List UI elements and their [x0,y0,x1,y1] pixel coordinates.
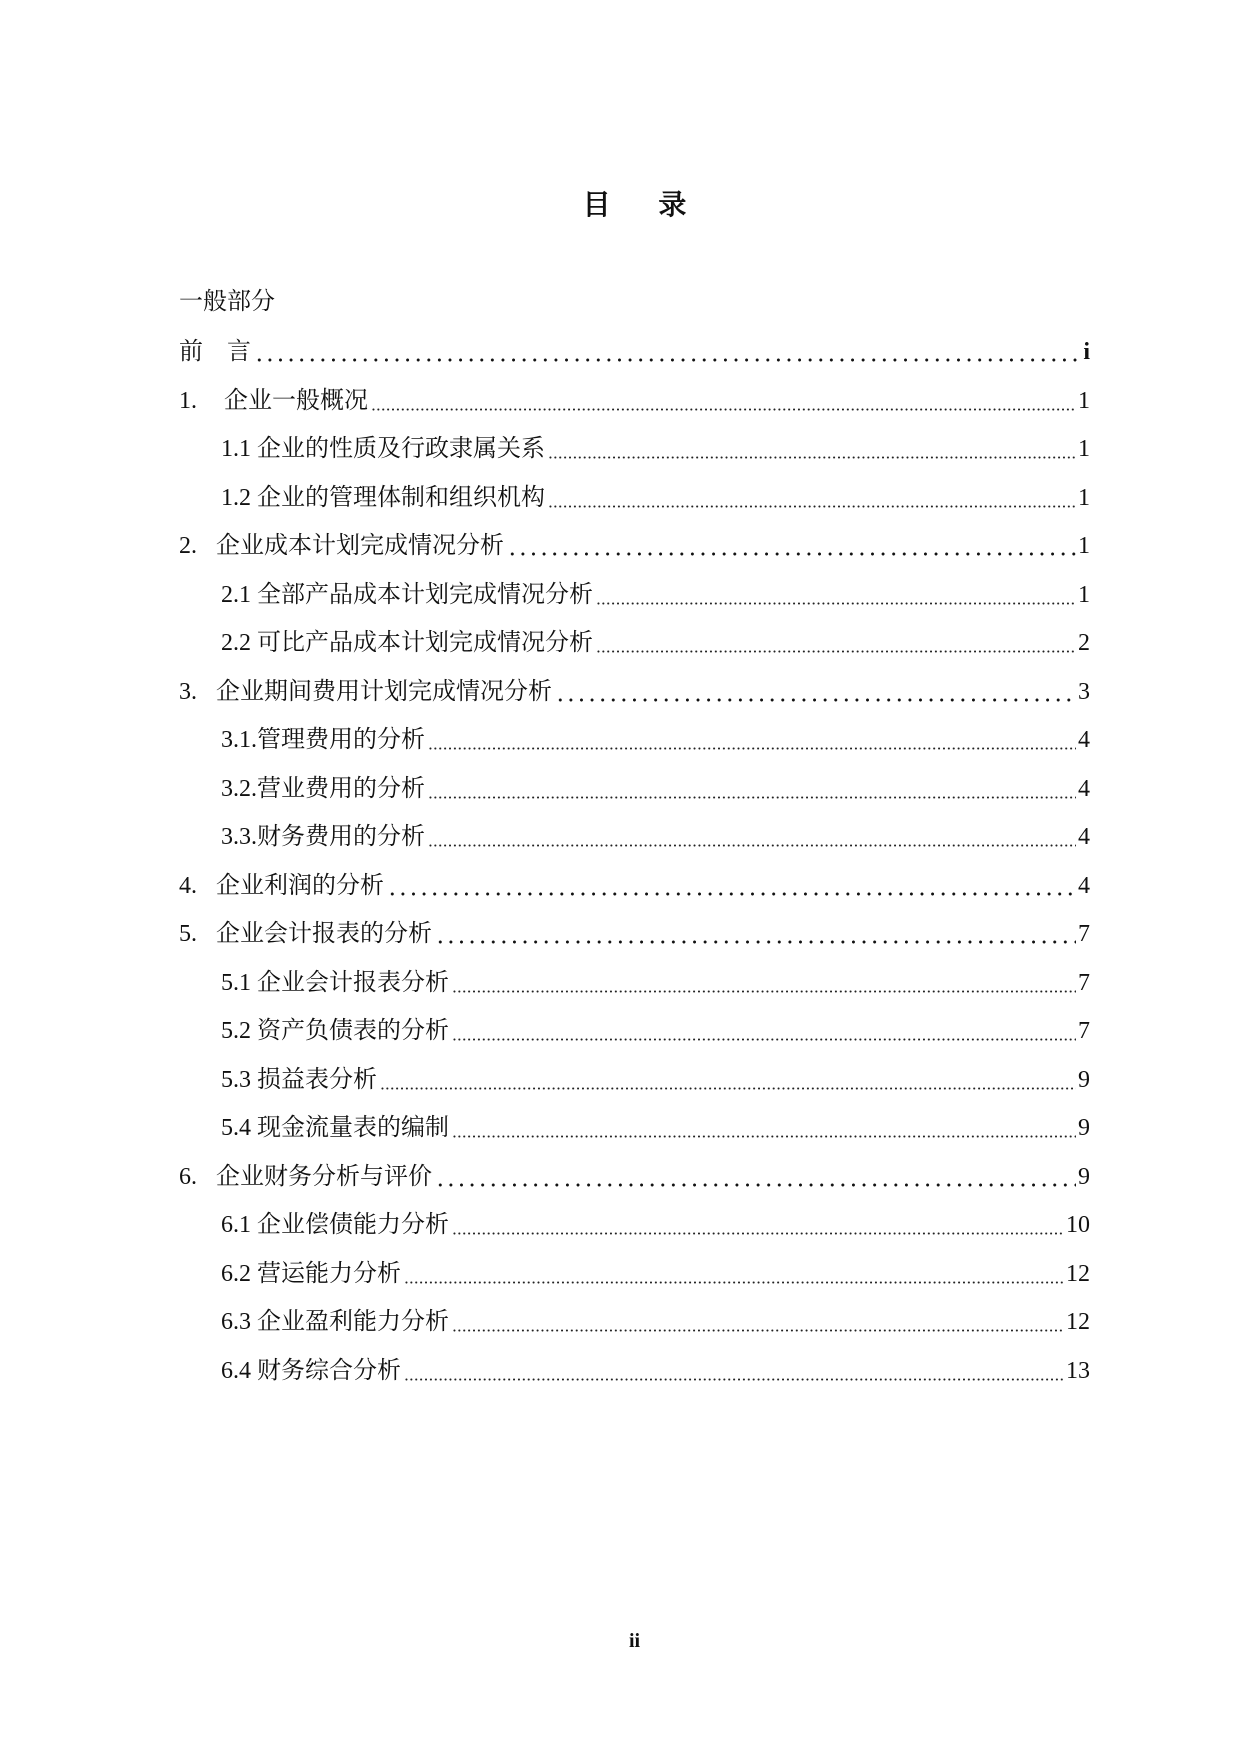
toc-section-heading: 一般部分 [179,289,275,315]
toc-entry-section [179,1104,1090,1153]
dot-leader [507,522,1076,571]
toc-entry-label: 5.3 损益表分析 [221,1066,377,1093]
toc-entry-section [179,1056,1090,1105]
toc-entry-label: 1.1 企业的性质及行政隶属关系 [221,436,545,462]
toc-entry-chapter [179,668,1090,717]
toc-page-number: 12 [1066,1309,1090,1335]
toc-entry-label: 2.1 全部产品成本计划完成情况分析 [221,581,593,608]
toc-entry-section [179,1250,1090,1299]
toc-page-number: 1 [1078,387,1090,414]
page-number-footer: ii [628,1630,641,1652]
toc-entry-section [179,425,1090,474]
toc-page-number: 4 [1078,872,1090,899]
toc-entry-label: 3.3.财务费用的分析 [221,824,425,850]
toc-entry-section [179,619,1090,668]
toc-entry-section [179,813,1090,862]
dot-leader [596,571,1076,620]
dot-leader [380,1056,1076,1105]
toc-entry-label: 3.1.管理费用的分析 [221,727,425,753]
toc-entry-label: 1.2 企业的管理体制和组织机构 [221,484,545,511]
toc-page-number: 9 [1078,1066,1090,1093]
toc-page-number: 4 [1078,727,1090,753]
toc-page-number: 4 [1078,824,1090,850]
dot-leader [404,1250,1064,1299]
toc-entry-label: 企业利润的分析 [216,872,384,899]
toc-chapter-number: 4. [179,872,197,899]
toc-page-number: 4 [1078,775,1090,802]
toc-page-number: 13 [1066,1357,1090,1384]
toc-entry-label: 企业期间费用计划完成情况分析 [216,678,552,705]
dot-leader [452,1007,1076,1056]
toc-entry-label: 企业一般概况 [224,387,368,414]
toc-entry-label: 企业会计报表的分析 [216,921,432,947]
toc-entry-chapter [179,910,1090,959]
toc-entry-section [179,474,1090,523]
dot-leader [371,377,1076,426]
dot-leader [404,1347,1064,1396]
toc-page-number: 7 [1078,969,1090,996]
dot-leader [387,862,1076,911]
toc-entry-label: 6.2 营运能力分析 [221,1260,401,1287]
dot-leader [452,1298,1064,1347]
toc-page-number: 1 [1078,581,1090,608]
toc-entry-label: 企业成本计划完成情况分析 [216,533,504,559]
dot-leader [596,619,1076,668]
toc-chapter-number: 1. [179,387,197,414]
dot-leader [548,474,1076,523]
toc-page-number: 7 [1078,921,1090,947]
dot-leader [428,716,1076,765]
toc-page-number: 1 [1078,533,1090,559]
toc-entry-section [179,716,1090,765]
dot-leader [548,425,1076,474]
toc-entry-section [179,765,1090,814]
toc-chapter-number: 5. [179,921,197,947]
table-of-contents [179,328,1090,1395]
toc-entry-label: 6.3 企业盈利能力分析 [221,1309,449,1335]
toc-chapter-number: 2. [179,533,197,559]
toc-page-number: 1 [1078,484,1090,511]
toc-chapter-number: 6. [179,1163,197,1190]
dot-leader [452,1104,1076,1153]
toc-page-number: 9 [1078,1163,1090,1190]
toc-entry-section [179,571,1090,620]
toc-page-number: i [1083,339,1090,365]
toc-page-number: 9 [1078,1115,1090,1141]
dot-leader [428,765,1076,814]
toc-entry-label: 6.1 企业偿债能力分析 [221,1212,449,1238]
dot-leader [435,910,1076,959]
toc-entry-section [179,1201,1090,1250]
toc-entry-label: 企业财务分析与评价 [216,1163,432,1190]
toc-page-number: 12 [1066,1260,1090,1287]
toc-entry-label: 2.2 可比产品成本计划完成情况分析 [221,630,593,656]
toc-chapter-number: 3. [179,678,197,705]
toc-entry-label: 5.2 资产负债表的分析 [221,1018,449,1044]
dot-leader [452,959,1076,1008]
toc-entry-chapter [179,377,1090,426]
toc-entry-section [179,1298,1090,1347]
toc-page-number: 2 [1078,630,1090,656]
toc-entry-label: 3.2.营业费用的分析 [221,775,425,802]
toc-entry-label: 5.1 企业会计报表分析 [221,969,449,996]
dot-leader [428,813,1076,862]
toc-entry-label: 5.4 现金流量表的编制 [221,1115,449,1141]
toc-entry-chapter [179,522,1090,571]
page-title: 目 录 [582,188,687,221]
toc-entry-chapter [179,1153,1090,1202]
toc-page-number: 10 [1066,1212,1090,1238]
dot-leader [254,328,1081,377]
toc-entry-chapter [179,862,1090,911]
dot-leader [452,1201,1064,1250]
toc-entry-label: 6.4 财务综合分析 [221,1357,401,1384]
dot-leader [555,668,1076,717]
toc-entry-section [179,1007,1090,1056]
toc-page-number: 1 [1078,436,1090,462]
toc-page-number: 3 [1078,678,1090,705]
toc-entry-section [179,1347,1090,1396]
toc-page-number: 7 [1078,1018,1090,1044]
toc-entry-preface [179,328,1090,377]
dot-leader [435,1153,1076,1202]
toc-entry-section [179,959,1090,1008]
toc-entry-label: 前 言 [179,339,251,365]
